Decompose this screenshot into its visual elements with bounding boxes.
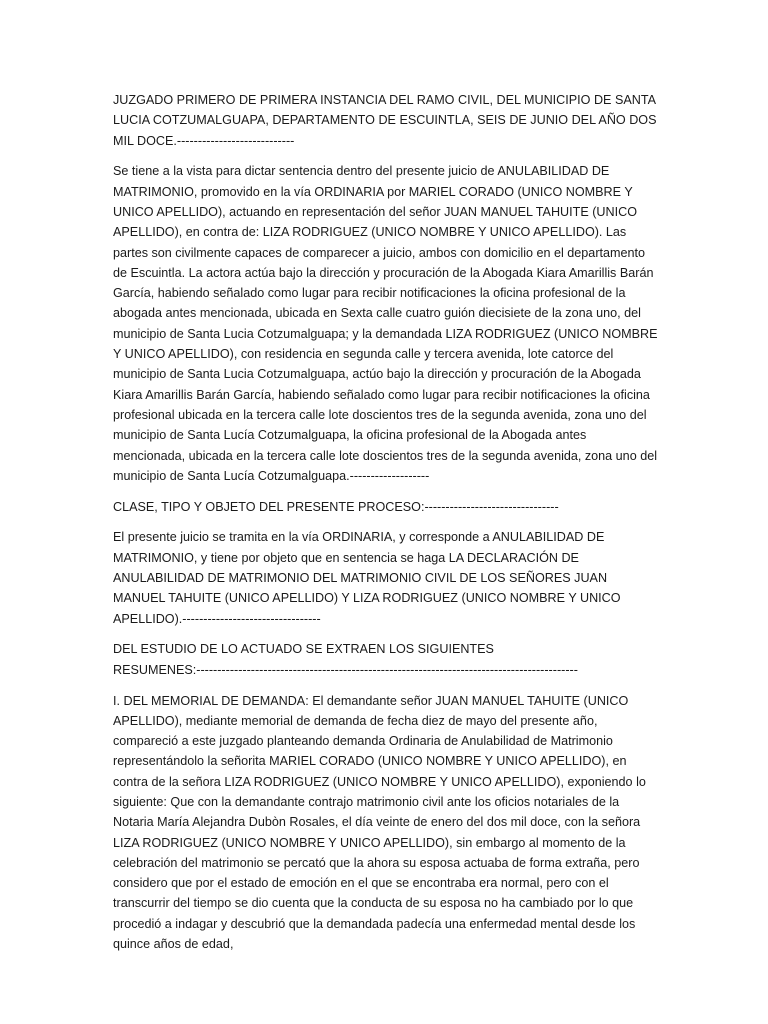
section-heading-clase: CLASE, TIPO Y OBJETO DEL PRESENTE PROCESO:--------------------------------	[113, 499, 559, 514]
document-page	[113, 90, 658, 965]
document-heading: JUZGADO PRIMERO DE PRIMERA INSTANCIA DEL RAMO CIVIL, DEL MUNICIPIO DE SANTA LUCIA COTZUMALGUAPA, DEPARTAMENTO DE ESCUINTLA, SEIS DE JUNIO DEL AÑO DOS MIL DOCE.----------------------------	[113, 93, 657, 148]
section-heading-estudio-line2: RESUMENES:-------------------------------------------------------------------------------------------	[113, 662, 578, 677]
intro-paragraph: Se tiene a la vista para dictar sentencia dentro del presente juicio de ANULABILIDAD DE MATRIMONIO, promovido en la vía ORDINARIA por MARIEL CORADO (UNICO NOMBRE Y UNICO APELLIDO), actuando en representación del señor JUAN MANUEL TAHUITE (UNICO APELLIDO), en contra de: LIZA RODRIGUEZ (UNICO NOMBRE Y UNICO APELLIDO). Las partes son civilmente capaces de comparecer a juicio, ambos con domicilio en el departamento de Escuintla. La actora actúa bajo la dirección y procuración de la Abogada Kiara Amarillis Barán García, habiendo señalado como lugar para recibir notificaciones la oficina profesional de la abogada antes mencionada, ubicada en Sexta calle cuatro guión diecisiete de la zona uno, del municipio de Santa Lucia Cotzumalguapa; y la demandada LIZA RODRIGUEZ (UNICO NOMBRE Y UNICO APELLIDO), con residencia en segunda calle y tercera avenida, lote catorce del municipio de Santa Lucia Cotzumalguapa, actúo bajo la dirección y procuración de la Abogada Kiara Amarillis Barán García, habiendo señalado como lugar para recibir notificaciones la oficina profesional ubicada en la tercera calle lote doscientos tres de la segunda avenida, zona uno del municipio de Santa Lucía Cotzumalguapa, la oficina profesional de la Abogada antes mencionada, ubicada en la tercera calle lote doscientos tres de la segunda avenida, zona uno del municipio de Santa Lucía Cotzumalguapa.-------------------	[113, 164, 658, 483]
clase-paragraph: El presente juicio se tramita en la vía ORDINARIA, y corresponde a ANULABILIDAD DE MATRIMONIO, y tiene por objeto que en sentencia se haga LA DECLARACIÓN DE ANULABILIDAD DE MATRIMONIO DEL MATRIMONIO CIVIL DE LOS SEÑORES JUAN MANUEL TAHUITE (UNICO APELLIDO) Y LIZA RODRIGUEZ (UNICO NOMBRE Y UNICO APELLIDO).---------------------------------	[113, 530, 621, 626]
memorial-paragraph: I. DEL MEMORIAL DE DEMANDA: El demandante señor JUAN MANUEL TAHUITE (UNICO APELLIDO), mediante memorial de demanda de fecha diez de mayo del presente año, compareció a este juzgado planteando demanda Ordinaria de Anulabilidad de Matrimonio representándolo la señorita MARIEL CORADO (UNICO NOMBRE Y UNICO APELLIDO), en contra de la señora LIZA RODRIGUEZ (UNICO NOMBRE Y UNICO APELLIDO), exponiendo lo siguiente: Que con la demandante contrajo matrimonio civil ante los oficios notariales de la Notaria María Alejandra Dubòn Rosales, el día veinte de enero del dos mil doce, con la señora LIZA RODRIGUEZ (UNICO NOMBRE Y UNICO APELLIDO), sin embargo al momento de la celebración del matrimonio se percató que la ahora su esposa actuaba de forma extraña, pero considero que por el estado de emoción en el que se encontraba era normal, pero con el transcurrir del tiempo se dio cuenta que la conducta de su esposa no ha cambiado por lo que procedió a indagar y descubrió que la demandada padecía una enfermedad mental desde los quince años de edad,	[113, 693, 646, 952]
section-heading-estudio	[113, 639, 658, 680]
section-heading-estudio-line1: DEL ESTUDIO DE LO ACTUADO SE EXTRAEN LOS SIGUIENTES	[113, 642, 494, 657]
